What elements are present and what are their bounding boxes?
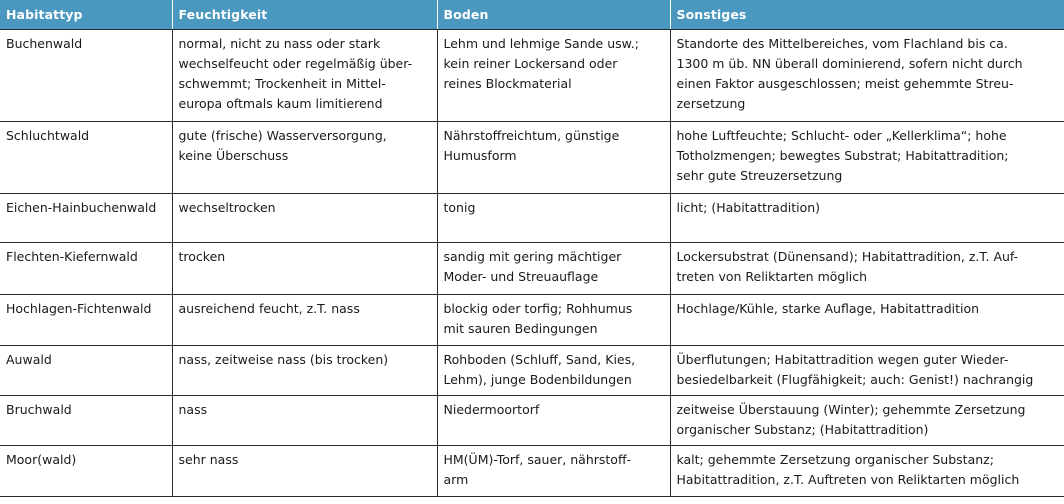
cell-text-line: 1300 m üb. NN überall dominierend, sofern nicht durch (676, 56, 1023, 71)
cell-text-line: Nährstoffreichtum, günstige (443, 128, 620, 143)
cell-text-line: nass (178, 402, 208, 417)
cell-text-line: zeitweise Überstauung (Winter); gehemmte Zersetzung (676, 402, 1026, 417)
cell-feuchtigkeit (172, 346, 437, 396)
cell-feuchtigkeit (172, 295, 437, 346)
cell-sonstiges (670, 194, 1064, 243)
cell-text-line: ausreichend feucht, z.T. nass (178, 301, 360, 316)
table-row (0, 396, 1064, 446)
cell-text-line: nass, zeitweise nass (bis trocken) (178, 352, 389, 367)
cell-habitattyp (0, 194, 172, 243)
cell-habitattyp (0, 295, 172, 346)
cell-text-line: Schluchtwald (6, 128, 90, 143)
table-row (0, 295, 1064, 346)
cell-feuchtigkeit (172, 122, 437, 194)
cell-text-line: besiedelbarkeit (Flugfähigkeit; auch: Genist!) nachrangig (676, 372, 1034, 387)
header-row (0, 0, 1064, 30)
cell-text-line: europa oftmals kaum limitierend (178, 96, 383, 111)
cell-feuchtigkeit (172, 30, 437, 122)
cell-text-line: Überflutungen; Habitattradition wegen guter Wieder- (676, 352, 1009, 367)
cell-text-line: Lockersubstrat (Dünensand); Habitattradition, z.T. Auf- (676, 249, 1019, 264)
cell-text-line: sehr gute Streuzersetzung (676, 168, 843, 183)
cell-text-line: HM(ÜM)-Torf, sauer, nährstoff- (443, 452, 632, 467)
cell-text-line: Habitattradition, z.T. Auftreten von Reliktarten möglich (676, 472, 1020, 487)
table-row (0, 446, 1064, 497)
cell-feuchtigkeit (172, 396, 437, 446)
cell-text-line: organischer Substanz; (Habitattradition) (676, 422, 929, 437)
cell-feuchtigkeit (172, 243, 437, 295)
table-row (0, 243, 1064, 295)
header-boden: Boden (437, 0, 670, 30)
cell-sonstiges (670, 122, 1064, 194)
cell-habitattyp (0, 30, 172, 122)
table-row (0, 346, 1064, 396)
cell-text-line: keine Überschuss (178, 148, 289, 163)
cell-text-line: hohe Luftfeuchte; Schlucht- oder „Kellerklima“; hohe (676, 128, 1007, 143)
cell-text-line: Moder- und Streuauflage (443, 269, 599, 284)
cell-sonstiges (670, 30, 1064, 122)
cell-text-line: arm (443, 472, 469, 487)
cell-text-line: Humusform (443, 148, 517, 163)
cell-text-line: mit sauren Bedingungen (443, 321, 598, 336)
cell-text-line: sandig mit gering mächtiger (443, 249, 622, 264)
cell-text-line: tonig (443, 200, 476, 215)
cell-sonstiges (670, 295, 1064, 346)
table-row (0, 122, 1064, 194)
cell-boden (437, 122, 670, 194)
cell-text-line: gute (frische) Wasserversorgung, (178, 128, 387, 143)
cell-text-line: kein reiner Lockersand oder (443, 56, 618, 71)
cell-text-line: Auwald (6, 352, 52, 367)
cell-sonstiges (670, 243, 1064, 295)
cell-text-line: Buchenwald (6, 36, 83, 51)
cell-text-line: Eichen-Hainbuchenwald (6, 200, 157, 215)
cell-habitattyp (0, 243, 172, 295)
cell-text-line: schwemmt; Trockenheit in Mittel- (178, 76, 386, 91)
cell-text-line: Niedermoortorf (443, 402, 540, 417)
cell-habitattyp (0, 346, 172, 396)
cell-text-line: normal, nicht zu nass oder stark (178, 36, 381, 51)
cell-sonstiges (670, 396, 1064, 446)
cell-text-line: Flechten-Kiefernwald (6, 249, 138, 264)
cell-boden (437, 446, 670, 497)
cell-boden (437, 396, 670, 446)
cell-text-line: treten von Reliktarten möglich (676, 269, 868, 284)
cell-text-line: Lehm), junge Bodenbildungen (443, 372, 632, 387)
cell-text-line: Rohboden (Schluff, Sand, Kies, (443, 352, 636, 367)
cell-boden (437, 194, 670, 243)
cell-text-line: reines Blockmaterial (443, 76, 572, 91)
cell-boden (437, 295, 670, 346)
cell-text-line: trocken (178, 249, 226, 264)
cell-habitattyp (0, 122, 172, 194)
cell-text-line: Totholzmengen; bewegtes Substrat; Habitattradition; (676, 148, 1009, 163)
table-row (0, 30, 1064, 122)
cell-text-line: blockig oder torfig; Rohhumus (443, 301, 633, 316)
cell-text-line: kalt; gehemmte Zersetzung organischer Substanz; (676, 452, 994, 467)
cell-text-line: zersetzung (676, 96, 746, 111)
cell-text-line: Lehm und lehmige Sande usw.; (443, 36, 639, 51)
cell-feuchtigkeit (172, 194, 437, 243)
cell-text-line: Standorte des Mittelbereiches, vom Flachland bis ca. (676, 36, 1008, 51)
cell-text-line: Moor(wald) (6, 452, 77, 467)
cell-text-line: sehr nass (178, 452, 239, 467)
cell-habitattyp (0, 446, 172, 497)
cell-text-line: einen Faktor ausgeschlossen; meist gehemmte Streu- (676, 76, 1014, 91)
cell-text-line: Hochlage/Kühle, starke Auflage, Habitattradition (676, 301, 980, 316)
header-habitattyp: Habitattyp (0, 0, 172, 30)
cell-text-line: licht; (Habitattradition) (676, 200, 821, 215)
cell-sonstiges (670, 346, 1064, 396)
header-sonstiges: Sonstiges (670, 0, 1064, 30)
header-feuchtigkeit: Feuchtigkeit (172, 0, 437, 30)
cell-feuchtigkeit (172, 446, 437, 497)
cell-boden (437, 243, 670, 295)
cell-boden (437, 30, 670, 122)
table-row (0, 194, 1064, 243)
cell-habitattyp (0, 396, 172, 446)
cell-text-line: wechseltrocken (178, 200, 276, 215)
cell-text-line: Hochlagen-Fichtenwald (6, 301, 152, 316)
cell-text-line: wechselfeucht oder regelmäßig über- (178, 56, 413, 71)
cell-boden (437, 346, 670, 396)
cell-sonstiges (670, 446, 1064, 497)
cell-text-line: Bruchwald (6, 402, 72, 417)
